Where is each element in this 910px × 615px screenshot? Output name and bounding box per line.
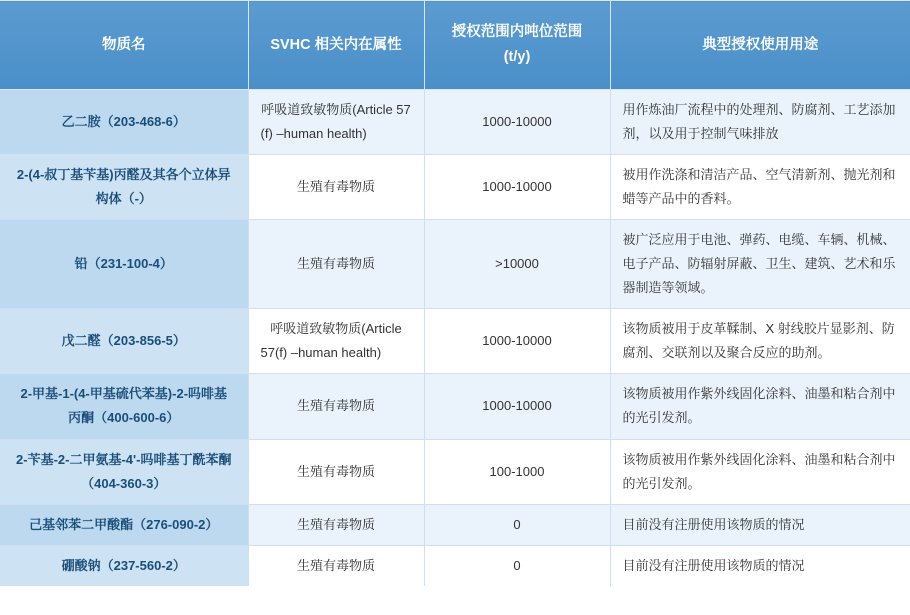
- table-row: [0, 155, 910, 220]
- cell-substance-name: 己基邻苯二甲酸酯（276-090-2）: [0, 504, 248, 545]
- cell-substance-name: 戊二醛（203-856-5）: [0, 309, 248, 374]
- table-row: [0, 545, 910, 586]
- cell-typical-use: 目前没有注册使用该物质的情况: [610, 545, 910, 586]
- column-header-tonnage-line1: 授权范围内吨位范围: [451, 24, 583, 41]
- table-row: [0, 309, 910, 374]
- cell-svhc-property: 呼吸道致敏物质(Article 57(f) –human health): [248, 309, 424, 374]
- cell-svhc-property: 生殖有毒物质: [248, 439, 424, 504]
- column-header-substance-name: 物质名: [0, 1, 248, 90]
- cell-svhc-property: 生殖有毒物质: [248, 220, 424, 309]
- cell-typical-use: 该物质被用作紫外线固化涂料、油墨和粘合剂中的光引发剂。: [610, 439, 910, 504]
- table-row: [0, 374, 910, 439]
- table-row: [0, 439, 910, 504]
- cell-typical-use: 被用作洗涤和清洁产品、空气清新剂、抛光剂和蜡等产品中的香料。: [610, 155, 910, 220]
- column-header-tonnage-range: [424, 1, 610, 90]
- cell-tonnage-range: 0: [424, 504, 610, 545]
- cell-tonnage-range: 100-1000: [424, 439, 610, 504]
- cell-tonnage-range: >10000: [424, 220, 610, 309]
- cell-substance-name: 2-甲基-1-(4-甲基硫代苯基)-2-吗啡基丙酮（400-600-6）: [0, 374, 248, 439]
- cell-tonnage-range: 1000-10000: [424, 155, 610, 220]
- cell-svhc-property: 生殖有毒物质: [248, 545, 424, 586]
- cell-substance-name: 乙二胺（203-468-6）: [0, 90, 248, 155]
- cell-typical-use: 用作炼油厂流程中的处理剂、防腐剂、工艺添加剂，以及用于控制气味排放: [610, 90, 910, 155]
- cell-typical-use: 被广泛应用于电池、弹药、电缆、车辆、机械、电子产品、防辐射屏蔽、卫生、建筑、艺术和乐器制造等领域。: [610, 220, 910, 309]
- table-header: [0, 1, 910, 90]
- table-row: [0, 220, 910, 309]
- cell-substance-name: 2-苄基-2-二甲氨基-4'-吗啡基丁酰苯酮（404-360-3）: [0, 439, 248, 504]
- cell-tonnage-range: 1000-10000: [424, 374, 610, 439]
- table-row: [0, 90, 910, 155]
- column-header-typical-use: 典型授权使用用途: [610, 1, 910, 90]
- column-header-svhc-property: SVHC 相关内在属性: [248, 1, 424, 90]
- cell-svhc-property: 生殖有毒物质: [248, 374, 424, 439]
- cell-tonnage-range: 0: [424, 545, 610, 586]
- cell-svhc-property: 生殖有毒物质: [248, 155, 424, 220]
- cell-typical-use: 该物质被用于皮革鞣制、X 射线胶片显影剂、防腐剂、交联剂以及聚合反应的助剂。: [610, 309, 910, 374]
- table-row: [0, 504, 910, 545]
- cell-typical-use: 目前没有注册使用该物质的情况: [610, 504, 910, 545]
- cell-svhc-property: 呼吸道致敏物质(Article 57 (f) –human health): [248, 90, 424, 155]
- cell-substance-name: 2-(4-叔丁基苄基)丙醛及其各个立体异构体（-）: [0, 155, 248, 220]
- table-header-row: [0, 1, 910, 90]
- cell-tonnage-range: 1000-10000: [424, 309, 610, 374]
- cell-substance-name: 硼酸钠（237-560-2）: [0, 545, 248, 586]
- table-body: [0, 90, 910, 586]
- column-header-tonnage-line2: (t/y): [503, 49, 531, 65]
- cell-tonnage-range: 1000-10000: [424, 90, 610, 155]
- cell-substance-name: 铅（231-100-4）: [0, 220, 248, 309]
- cell-svhc-property: 生殖有毒物质: [248, 504, 424, 545]
- cell-typical-use: 该物质被用作紫外线固化涂料、油墨和粘合剂中的光引发剂。: [610, 374, 910, 439]
